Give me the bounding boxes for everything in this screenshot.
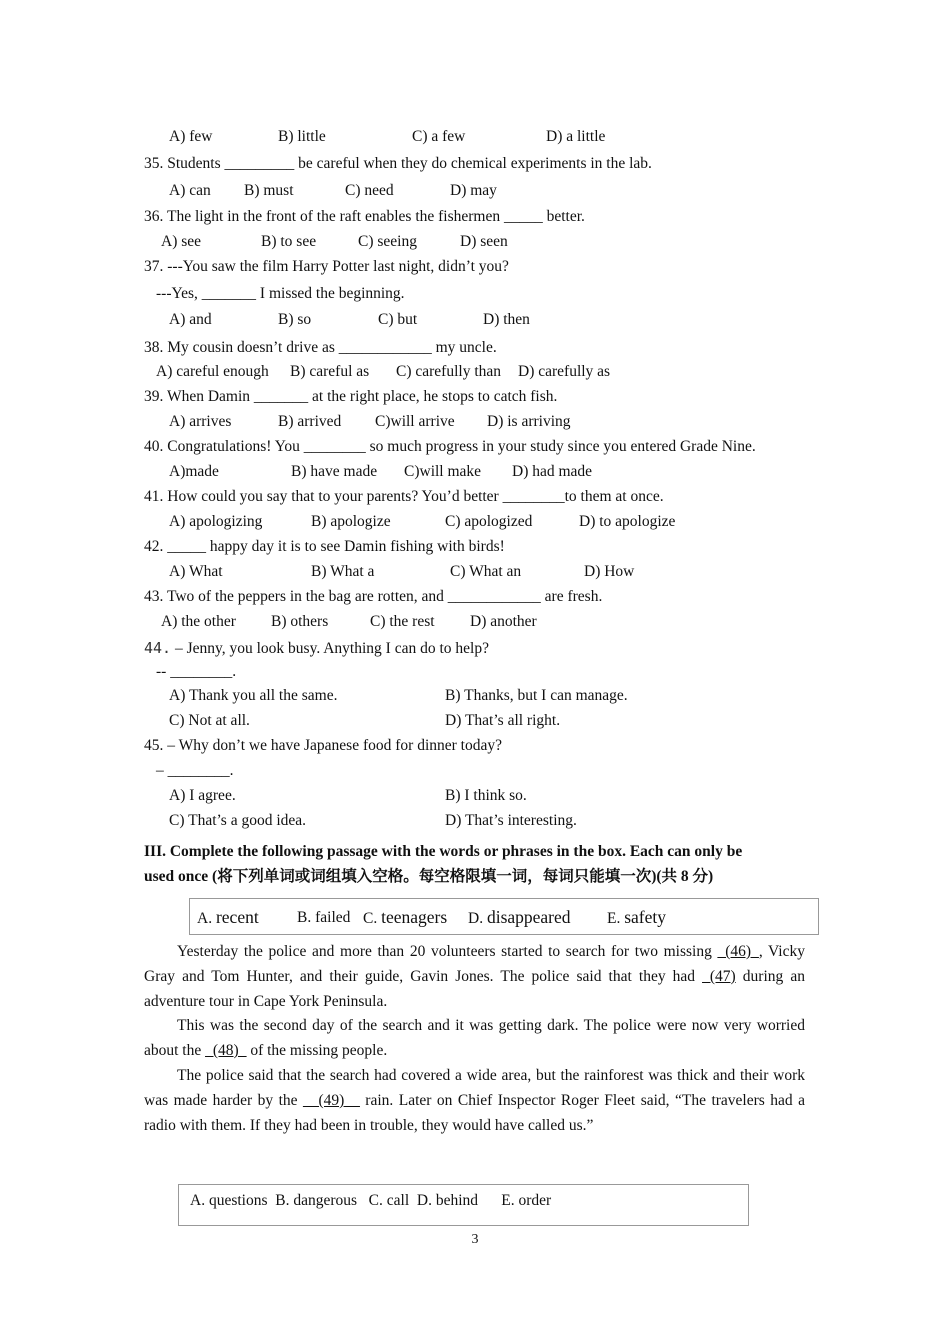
passage-p3-text-b: rain. Later on Chief Inspector Roger Fleet said, “The travelers had a radio with them. If they had been in trouble, they would have called us.” bbox=[144, 1092, 805, 1134]
q44-reply: -- ________. bbox=[156, 663, 237, 680]
q39-option-c: C)will arrive bbox=[375, 413, 455, 430]
q42-option-b: B) What a bbox=[311, 563, 375, 580]
q36-stem: 36. The light in the front of the raft enables the fishermen _____ better. bbox=[144, 208, 585, 225]
q37-option-c: C) but bbox=[378, 311, 418, 328]
q36-option-c: C) seeing bbox=[358, 233, 417, 250]
q35-option-b: B) must bbox=[244, 182, 294, 199]
word-box-1 bbox=[189, 898, 819, 935]
q37-reply: ---Yes, _______ I missed the beginning. bbox=[156, 285, 405, 302]
q40-option-d: D) had made bbox=[512, 463, 593, 480]
q45-option-a: A) I agree. bbox=[169, 787, 236, 804]
passage-paragraph-2 bbox=[144, 1013, 805, 1063]
passage-paragraph-1 bbox=[144, 939, 805, 1014]
word-box-1-item-d bbox=[468, 907, 571, 928]
passage-p1-text-c: during an adventure tour in Cape York Peninsula. bbox=[144, 968, 805, 1010]
blank-47: _(47) bbox=[702, 968, 736, 985]
q35-option-d: D) may bbox=[450, 182, 497, 199]
q43-stem: 43. Two of the peppers in the bag are rotten, and ____________ are fresh. bbox=[144, 588, 603, 605]
q38-stem: 38. My cousin doesn’t drive as ____________ my uncle. bbox=[144, 339, 497, 356]
word-box-1-word-a: recent bbox=[215, 907, 259, 927]
section3-heading-line1: III. Complete the following passage with the words or phrases in the box. Each can only be bbox=[144, 843, 743, 860]
word-box-1-item-c bbox=[363, 907, 447, 928]
passage-p1-text-a: Yesterday the police and more than 20 volunteers started to search for two missing bbox=[177, 943, 718, 960]
q38-option-d: D) carefully as bbox=[518, 363, 611, 380]
q41-option-b: B) apologize bbox=[311, 513, 391, 530]
q40-option-c: C)will make bbox=[404, 463, 482, 480]
word-box-2-text: A. questions B. dangerous C. call D. behind E. order bbox=[190, 1192, 552, 1209]
q39-option-a: A) arrives bbox=[169, 413, 232, 430]
q43-option-a: A) the other bbox=[161, 613, 236, 630]
q41-option-a: A) apologizing bbox=[169, 513, 263, 530]
q45-option-c: C) That’s a good idea. bbox=[169, 812, 307, 829]
q44-option-c: C) Not at all. bbox=[169, 712, 250, 729]
q40-option-b: B) have made bbox=[291, 463, 378, 480]
q35-option-c: C) need bbox=[345, 182, 394, 199]
q34-option-a: A) few bbox=[169, 128, 213, 145]
q45-stem: 45. – Why don’t we have Japanese food for dinner today? bbox=[144, 737, 502, 754]
q44-number: 44. bbox=[144, 639, 172, 657]
passage-p2-text-a: This was the second day of the search and it was getting dark. The police were now very worried about the bbox=[144, 1017, 805, 1059]
passage-paragraph-3 bbox=[144, 1063, 805, 1138]
q38-option-b: B) careful as bbox=[290, 363, 370, 380]
word-box-1-word-d: disappeared bbox=[486, 907, 571, 927]
q37-option-d: D) then bbox=[483, 311, 530, 328]
q45-option-b: B) I think so. bbox=[445, 787, 527, 804]
q39-option-d: D) is arriving bbox=[487, 413, 571, 430]
q42-option-c: C) What an bbox=[450, 563, 522, 580]
word-box-1-item-b bbox=[297, 909, 350, 927]
q42-option-d: D) How bbox=[584, 563, 635, 580]
passage-p2-text-b: of the missing people. bbox=[246, 1042, 388, 1059]
word-box-2 bbox=[178, 1184, 749, 1226]
q44-option-b: B) Thanks, but I can manage. bbox=[445, 687, 628, 704]
q41-stem: 41. How could you say that to your parents? You’d better ________to them at once. bbox=[144, 488, 664, 505]
word-box-1-letter-b: B. bbox=[297, 909, 312, 926]
word-box-1-letter-d: D. bbox=[468, 910, 484, 927]
q35-option-a: A) can bbox=[169, 182, 211, 199]
q45-reply: – ________. bbox=[156, 762, 234, 779]
q36-option-a: A) see bbox=[161, 233, 202, 250]
q42-stem: 42. _____ happy day it is to see Damin fishing with birds! bbox=[144, 538, 505, 555]
page-number: 3 bbox=[471, 1232, 479, 1247]
word-box-1-word-e: safety bbox=[624, 907, 667, 927]
blank-48: _(48)_ bbox=[205, 1042, 247, 1059]
q44-option-a: A) Thank you all the same. bbox=[169, 687, 338, 704]
q43-option-c: C) the rest bbox=[370, 613, 435, 630]
q42-option-a: A) What bbox=[169, 563, 223, 580]
word-box-1-item-e bbox=[607, 907, 666, 928]
q41-option-c: C) apologized bbox=[445, 513, 533, 530]
q45-option-d: D) That’s interesting. bbox=[445, 812, 577, 829]
q38-option-a: A) careful enough bbox=[156, 363, 269, 380]
q41-option-d: D) to apologize bbox=[579, 513, 676, 530]
word-box-1-letter-c: C. bbox=[363, 910, 378, 927]
word-box-1-word-b: failed bbox=[315, 909, 351, 926]
q34-option-b: B) little bbox=[278, 128, 326, 145]
blank-46: _(46)_ bbox=[717, 943, 759, 960]
q43-option-d: D) another bbox=[470, 613, 537, 630]
q37-stem: 37. ---You saw the film Harry Potter last night, didn’t you? bbox=[144, 258, 509, 275]
q40-option-a: A)made bbox=[169, 463, 219, 480]
section3-heading-line2: used once (将下列单词或词组填入空格。每空格限填一词，每词只能填一次)(共 8 分) bbox=[144, 868, 714, 885]
passage-p1-text-b: , Vicky Gray and Tom Hunter, and their guide, Gavin Jones. The police said that they had bbox=[144, 943, 805, 985]
q43-option-b: B) others bbox=[271, 613, 329, 630]
q38-option-c: C) carefully than bbox=[396, 363, 502, 380]
q39-stem: 39. When Damin _______ at the right place, he stops to catch fish. bbox=[144, 388, 558, 405]
q39-option-b: B) arrived bbox=[278, 413, 342, 430]
word-box-1-letter-e: E. bbox=[607, 910, 621, 927]
q44-stem-line bbox=[144, 638, 489, 659]
q44-stem: – Jenny, you look busy. Anything I can do to help? bbox=[174, 640, 489, 657]
passage-p3-text-a: The police said that the search had covered a wide area, but the rainforest was thick and their work was made harder by the bbox=[144, 1067, 805, 1109]
word-box-1-letter-a: A. bbox=[197, 910, 213, 927]
q34-option-c: C) a few bbox=[412, 128, 466, 145]
q37-option-a: A) and bbox=[169, 311, 212, 328]
blank-49: __(49)__ bbox=[303, 1092, 360, 1109]
q36-option-d: D) seen bbox=[460, 233, 508, 250]
word-box-1-word-c: teenagers bbox=[381, 907, 448, 927]
q40-stem: 40. Congratulations! You ________ so much progress in your study since you entered Grade Nine. bbox=[144, 438, 756, 455]
q35-stem: 35. Students _________ be careful when they do chemical experiments in the lab. bbox=[144, 155, 652, 172]
q34-option-d: D) a little bbox=[546, 128, 606, 145]
q36-option-b: B) to see bbox=[261, 233, 317, 250]
q44-option-d: D) That’s all right. bbox=[445, 712, 561, 729]
q37-option-b: B) so bbox=[278, 311, 312, 328]
word-box-1-item-a bbox=[197, 907, 259, 928]
